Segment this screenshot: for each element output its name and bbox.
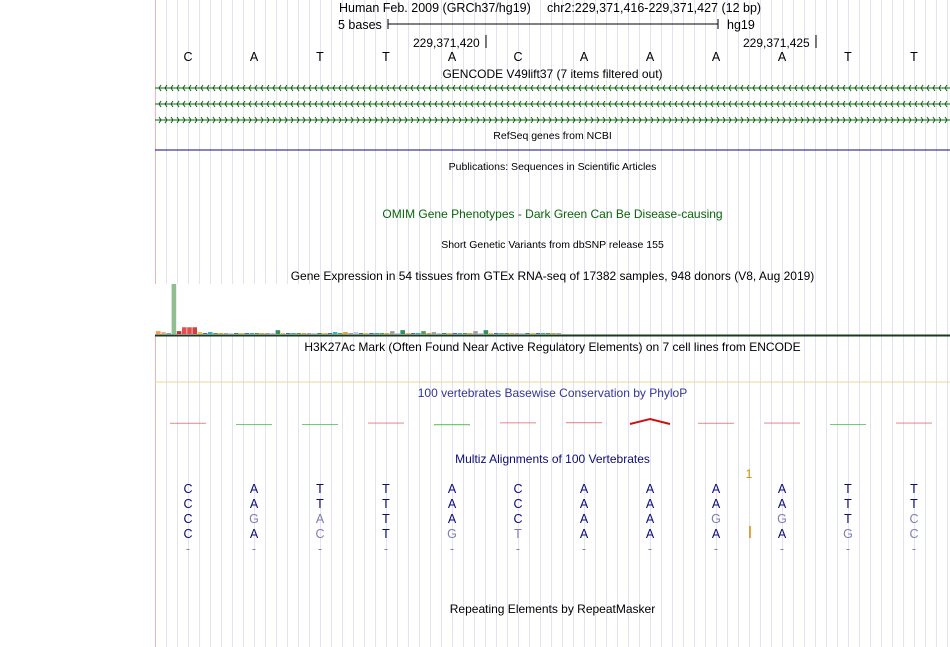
gtex-bar [484, 330, 489, 334]
assembly-text: Human Feb. 2009 (GRCh37/hg19) [339, 1, 531, 15]
dbsnp-track-title[interactable]: Short Genetic Variants from dbSNP release 155 [441, 239, 664, 251]
alignment-base: A [249, 482, 259, 496]
gtex-bar [390, 331, 395, 334]
gtex-bar [239, 333, 244, 334]
gtex-bar [182, 327, 187, 334]
gtex-bar [515, 333, 520, 334]
h3k27ac-track-title[interactable]: H3K27Ac Mark (Often Found Near Active Regulatory Elements) on 7 cell lines from ENCODE [304, 340, 801, 354]
alignment-base: T [514, 527, 522, 541]
alignment-base: T [382, 512, 390, 526]
gtex-bar [203, 333, 208, 334]
alignment-base: T [844, 497, 852, 511]
alignment-base: T [910, 482, 918, 496]
position-text[interactable]: chr2:229,371,416-229,371,427 (12 bp) [547, 1, 762, 15]
alignment-base: A [249, 527, 259, 541]
gtex-bar [380, 333, 385, 334]
gtex-bar [322, 333, 327, 334]
alignment-base: A [711, 497, 721, 511]
alignment-base: A [579, 527, 589, 541]
gtex-bar [166, 333, 171, 334]
omim-track-title[interactable]: OMIM Gene Phenotypes - Dark Green Can Be Disease-causing [382, 207, 723, 221]
alignment-base: G [711, 512, 721, 526]
gtex-bar [473, 331, 478, 334]
gtex-bar [296, 333, 301, 334]
alignment-base: - [647, 542, 653, 556]
gtex-bar [520, 333, 525, 334]
alignment-base: T [910, 497, 918, 511]
alignment-base: - [845, 542, 851, 556]
repeatmasker-track-title[interactable]: Repeating Elements by RepeatMasker [449, 602, 656, 616]
gtex-bar [551, 333, 556, 334]
track-label-column [0, 0, 155, 647]
gtex-bar [489, 333, 494, 334]
db-text: hg19 [727, 18, 755, 32]
alignment-base: T [844, 482, 852, 496]
phylop-bar [500, 422, 536, 423]
refseq-track-title[interactable]: RefSeq genes from NCBI [493, 130, 612, 142]
gtex-bar [411, 333, 416, 334]
gtex-bar [510, 333, 515, 334]
gtex-bar [317, 333, 322, 334]
gtex-bar [250, 333, 255, 334]
phylop-bar [896, 423, 932, 424]
coord-tick-1: 229,371,420 [413, 36, 480, 50]
scale-text: 5 bases [338, 18, 382, 32]
phylop-bar [368, 423, 404, 424]
base-letter: T [910, 50, 918, 64]
base-letter: A [249, 50, 259, 64]
alignment-base: A [447, 482, 457, 496]
alignment-base: A [579, 497, 589, 511]
gtex-bar [354, 332, 359, 334]
gtex-bar [333, 332, 338, 334]
gtex-bar [255, 333, 260, 334]
gtex-bar [187, 327, 192, 334]
alignment-base: - [251, 542, 257, 556]
multiz-track-title[interactable]: Multiz Alignments of 100 Vertebrates [455, 452, 650, 466]
alignment-base: G [843, 527, 853, 541]
gtex-bar [161, 332, 166, 334]
phylop-bar [236, 424, 272, 425]
alignment-base: A [645, 497, 655, 511]
gtex-bar [192, 327, 197, 334]
gtex-bar [276, 330, 281, 334]
base-letter: T [316, 50, 324, 64]
gtex-bar [442, 333, 447, 334]
gtex-bar [374, 333, 379, 334]
gtex-bar [364, 333, 369, 334]
base-letter: T [382, 50, 390, 64]
alignment-base: - [317, 542, 323, 556]
gtex-bar [541, 333, 546, 334]
gtex-bar [536, 333, 541, 334]
alignment-base: C [909, 527, 919, 541]
alignment-base: - [581, 542, 587, 556]
alignment-base: T [316, 482, 324, 496]
gtex-bar [260, 333, 265, 334]
gtex-bar [426, 333, 431, 334]
alignment-base: A [777, 482, 787, 496]
alignment-base: A [315, 512, 325, 526]
gtex-bar [499, 333, 504, 334]
alignment-base: A [579, 512, 589, 526]
phylop-bar [566, 422, 602, 423]
alignment-base: A [711, 482, 721, 496]
alignment-base: C [183, 512, 193, 526]
gtex-bar [530, 333, 535, 334]
alignment-base: C [513, 497, 523, 511]
gtex-track-title[interactable]: Gene Expression in 54 tissues from GTEx RNA-seq of 17382 samples, 948 donors (V8, Aug 2019) [290, 269, 815, 283]
alignment-base: - [911, 542, 917, 556]
base-letter: T [844, 50, 852, 64]
gtex-bar [437, 333, 442, 334]
alignment-base: - [383, 542, 389, 556]
alignment-base: - [515, 542, 521, 556]
alignment-base: T [382, 497, 390, 511]
alignment-base: A [645, 512, 655, 526]
gtex-bar [546, 333, 551, 334]
alignment-base: C [909, 512, 919, 526]
gtex-bar [468, 333, 473, 334]
gtex-bar [244, 333, 249, 334]
alignment-base: A [249, 497, 259, 511]
gap-count-mark: 1 [745, 467, 753, 481]
alignment-base: C [183, 527, 193, 541]
alignment-base: T [844, 512, 852, 526]
gtex-bar [348, 333, 353, 334]
gtex-bar [494, 333, 499, 334]
alignment-base: G [777, 512, 787, 526]
base-letter: C [183, 50, 193, 64]
phylop-bar [302, 424, 338, 425]
gtex-bar [504, 333, 509, 334]
gtex-bar [265, 333, 270, 334]
gtex-bar [478, 333, 483, 334]
alignment-base: T [382, 482, 390, 496]
base-letter: C [513, 50, 523, 64]
alignment-base: G [447, 527, 457, 541]
alignment-base: C [183, 497, 193, 511]
alignment-base: C [315, 527, 325, 541]
base-letter: A [447, 50, 457, 64]
gtex-bar [172, 284, 177, 334]
gtex-bar [234, 333, 239, 334]
alignment-base: C [183, 482, 193, 496]
alignment-base: A [777, 497, 787, 511]
alignment-base: A [645, 482, 655, 496]
base-letter: A [579, 50, 589, 64]
gtex-bar [208, 332, 213, 334]
gtex-bar [416, 333, 421, 334]
alignment-base: - [713, 542, 719, 556]
gtex-bar [229, 333, 234, 334]
alignment-base: A [579, 482, 589, 496]
gtex-bar [385, 333, 390, 334]
alignment-base: - [449, 542, 455, 556]
gtex-bar [198, 332, 203, 334]
alignment-base: A [447, 497, 457, 511]
base-letter: A [711, 50, 721, 64]
alignment-base: C [513, 482, 523, 496]
gtex-bar [156, 331, 161, 334]
alignment-base: - [185, 542, 191, 556]
gtex-bar [307, 333, 312, 334]
phylop-bar [830, 424, 866, 425]
alignment-base: A [645, 527, 655, 541]
gtex-bar [270, 333, 275, 334]
base-letter: A [777, 50, 787, 64]
gencode-track-title[interactable]: GENCODE V49lift37 (7 items filtered out) [442, 67, 663, 81]
gtex-bar [281, 333, 286, 334]
gtex-bar [177, 331, 182, 334]
phylop-bar [434, 424, 470, 425]
gtex-bar [218, 333, 223, 334]
alignment-base: C [513, 512, 523, 526]
gtex-bar [458, 333, 463, 334]
gtex-bar [286, 333, 291, 334]
track-graphics [155, 0, 950, 647]
alignment-base: - [779, 542, 785, 556]
alignment-base: T [382, 527, 390, 541]
gtex-bar [338, 333, 343, 334]
gtex-bar [343, 332, 348, 334]
gtex-bar [432, 332, 437, 334]
phylop-track-title[interactable]: 100 vertebrates Basewise Conservation by PhyloP [417, 386, 688, 400]
gtex-bar [291, 333, 296, 334]
publications-track-title[interactable]: Publications: Sequences in Scientific Articles [448, 161, 657, 173]
gtex-bar [312, 333, 317, 334]
coord-tick-2: 229,371,425 [743, 36, 810, 50]
phylop-bar [170, 423, 206, 424]
gtex-bar [447, 333, 452, 334]
gtex-bar [452, 333, 457, 334]
gtex-bar [224, 333, 229, 334]
gtex-bar [302, 333, 307, 334]
gtex-bar [463, 333, 468, 334]
gtex-bar [406, 333, 411, 334]
gtex-plot-bg [155, 284, 315, 335]
base-letter: A [645, 50, 655, 64]
gtex-bar [421, 331, 426, 334]
gtex-bar [359, 333, 364, 334]
gtex-bar [395, 333, 400, 334]
alignment-base: G [249, 512, 259, 526]
gtex-bar [525, 333, 530, 334]
gtex-bar [556, 333, 561, 334]
phylop-peak [630, 419, 670, 424]
gtex-bar [213, 333, 218, 334]
gtex-bar [328, 333, 333, 334]
alignment-base: A [447, 512, 457, 526]
alignment-base: A [777, 527, 787, 541]
phylop-bar [764, 423, 800, 424]
phylop-bar [698, 423, 734, 424]
gtex-bar [369, 333, 374, 334]
gtex-bar [400, 330, 405, 334]
alignment-base: T [316, 497, 324, 511]
alignment-base: A [711, 527, 721, 541]
